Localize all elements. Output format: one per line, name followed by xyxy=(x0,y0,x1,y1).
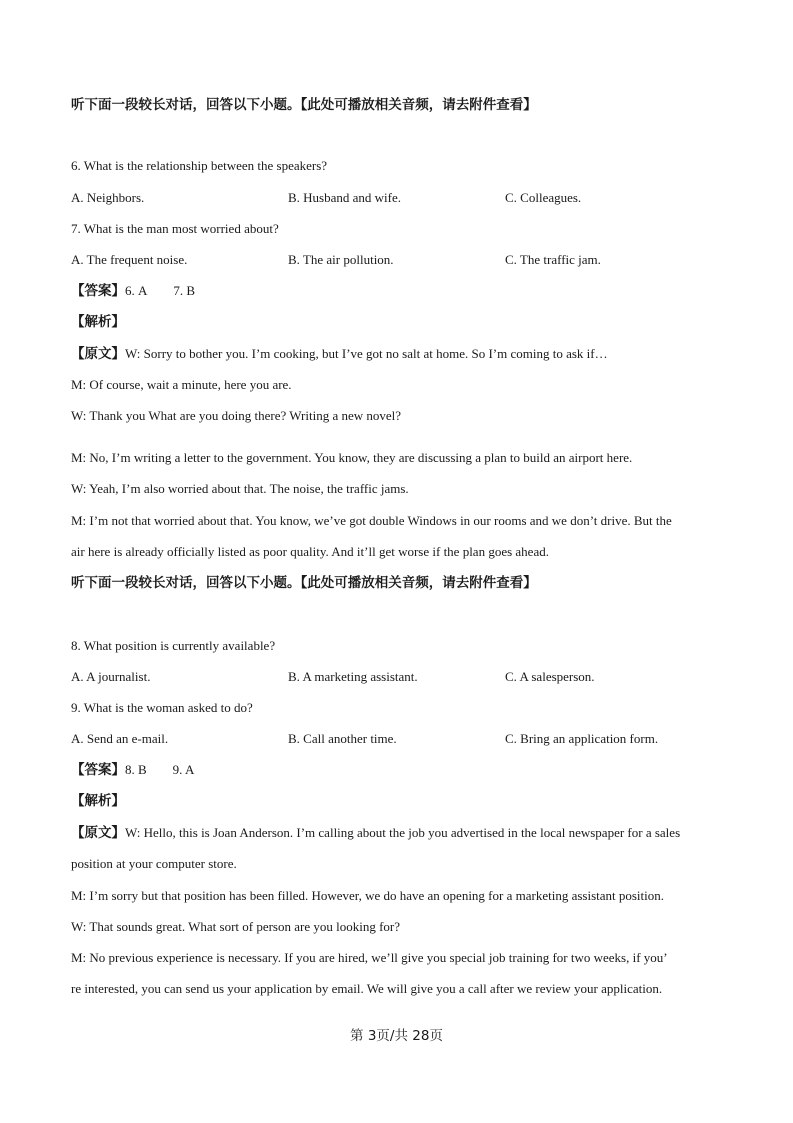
q9-option-c: C. Bring an application form. xyxy=(505,731,659,746)
q9-option-b: B. Call another time. xyxy=(288,731,397,746)
transcript-1-line-3: W: Thank you What are you doing there? Writing a new novel? xyxy=(71,408,402,423)
q9-option-a: A. Send an e-mail. xyxy=(71,731,169,746)
transcript-2-line-3: M: I’m sorry but that position has been filled. However, we do have an opening for a marketing assistant position. xyxy=(71,888,665,903)
q7-option-c: C. The traffic jam. xyxy=(505,252,601,267)
transcript-label: 【原文】 xyxy=(71,825,125,841)
transcript-1-line-4: M: No, I’m writing a letter to the government. You know, they are discussing a plan to build an airport here. xyxy=(71,450,633,465)
question-8: 8. What position is currently available? xyxy=(71,638,276,653)
transcript-1-line-6: M: I’m not that worried about that. You know, we’ve got double Windows in our rooms and we don’t drive. But the xyxy=(71,513,672,528)
q6-option-a: A. Neighbors. xyxy=(71,190,145,205)
q6-option-b: B. Husband and wife. xyxy=(288,190,402,205)
q7-option-a: A. The frequent noise. xyxy=(71,252,188,267)
transcript-2-line-6: re interested, you can send us your application by email. We will give you a call after we review your application. xyxy=(71,981,663,996)
answer-8: 8. B xyxy=(125,762,147,777)
answer-9: 9. A xyxy=(172,762,195,777)
transcript-2-line-4: W: That sounds great. What sort of person are you looking for? xyxy=(71,919,401,934)
q7-option-b: B. The air pollution. xyxy=(288,252,394,267)
transcript-2-line-2: position at your computer store. xyxy=(71,856,237,871)
question-7: 7. What is the man most worried about? xyxy=(71,221,279,236)
transcript-label: 【原文】 xyxy=(71,346,125,362)
answer-row-2 xyxy=(71,761,194,779)
transcript-2-line-1: 【原文】W: Hello, this is Joan Anderson. I’m calling about the job you advertised in the local newspaper for a sales xyxy=(71,825,681,841)
answer-row-1 xyxy=(71,282,195,300)
transcript-1-line-2: M: Of course, wait a minute, here you are. xyxy=(71,377,292,392)
section-intro-2: 听下面一段较长对话，回答以下小题。【此处可播放相关音频，请去附件查看】 xyxy=(71,575,537,591)
q8-option-b: B. A marketing assistant. xyxy=(288,669,418,684)
transcript-1-line-1: 【原文】W: Sorry to bother you. I’m cooking, but I’ve got no salt at home. So I’m coming to ask if… xyxy=(71,346,608,362)
analysis-label-1: 【解析】 xyxy=(71,314,125,330)
question-9: 9. What is the woman asked to do? xyxy=(71,700,253,715)
answer-6: 6. A xyxy=(125,283,148,298)
analysis-label-2: 【解析】 xyxy=(71,793,125,809)
q6-option-c: C. Colleagues. xyxy=(505,190,582,205)
answer-7: 7. B xyxy=(173,283,196,298)
question-6: 6. What is the relationship between the speakers? xyxy=(71,158,328,173)
answer-label: 【答案】 xyxy=(71,283,125,299)
q8-option-c: C. A salesperson. xyxy=(505,669,595,684)
page-footer: 第 3页/共 28页 xyxy=(350,1028,443,1044)
answer-label: 【答案】 xyxy=(71,762,125,778)
q8-option-a: A. A journalist. xyxy=(71,669,151,684)
transcript-1-line-7: air here is already officially listed as poor quality. And it’ll get worse if the plan goes ahead. xyxy=(71,544,549,559)
section-intro-1: 听下面一段较长对话，回答以下小题。【此处可播放相关音频，请去附件查看】 xyxy=(71,97,537,113)
transcript-1-line-5: W: Yeah, I’m also worried about that. The noise, the traffic jams. xyxy=(71,481,409,496)
transcript-2-line-5: M: No previous experience is necessary. If you are hired, we’ll give you special job training for two weeks, if you’ xyxy=(71,950,668,965)
